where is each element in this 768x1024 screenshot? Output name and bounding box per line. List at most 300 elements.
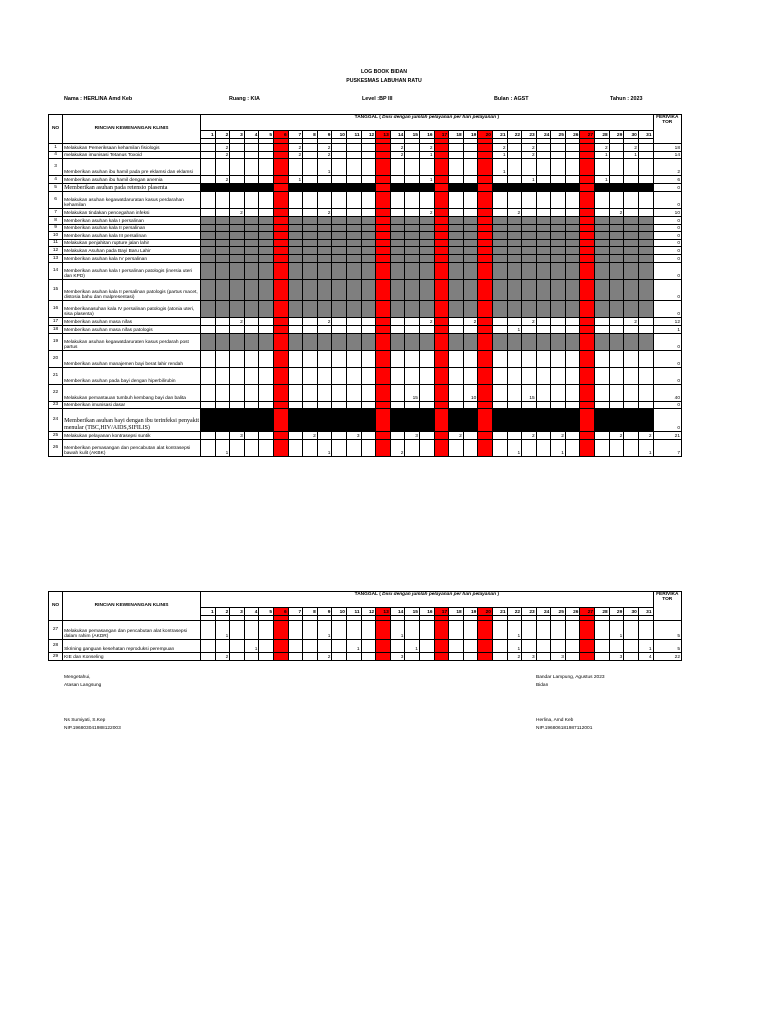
day-cell bbox=[317, 255, 332, 263]
day-cell bbox=[449, 334, 464, 351]
day-cell bbox=[361, 232, 376, 240]
day-number: 15 bbox=[405, 131, 420, 139]
day-cell bbox=[259, 351, 274, 368]
day-cell bbox=[507, 385, 522, 402]
row-description: Melakukan Pemeriksaan kehamilan fisiologis bbox=[63, 144, 201, 152]
row-total: 40 bbox=[653, 385, 681, 402]
row-total: 0 bbox=[653, 280, 681, 301]
day-cell bbox=[215, 402, 230, 409]
day-cell bbox=[595, 432, 610, 440]
day-cell bbox=[405, 225, 420, 232]
day-cell bbox=[317, 385, 332, 402]
day-cell: 1 bbox=[215, 621, 230, 640]
day-number: 1 bbox=[201, 608, 216, 616]
row-total: 0 bbox=[653, 402, 681, 409]
day-cell bbox=[449, 240, 464, 247]
row-no: 17 bbox=[49, 318, 63, 326]
day-number: 30 bbox=[624, 131, 639, 139]
day-cell bbox=[624, 440, 639, 457]
day-cell bbox=[405, 232, 420, 240]
day-cell bbox=[595, 184, 610, 192]
day-cell bbox=[390, 192, 405, 209]
day-cell bbox=[244, 280, 259, 301]
row-no: 20 bbox=[49, 351, 63, 368]
header-tanggal bbox=[201, 592, 653, 608]
header-tanggal-prefix: TANGGAL ( bbox=[354, 592, 383, 597]
day-cell bbox=[361, 263, 376, 280]
day-cell bbox=[449, 653, 464, 661]
day-number: 26 bbox=[565, 131, 580, 139]
day-cell bbox=[346, 318, 361, 326]
day-cell bbox=[536, 318, 551, 326]
day-cell: 1 bbox=[215, 440, 230, 457]
day-cell bbox=[376, 301, 391, 318]
day-cell: 2 bbox=[215, 152, 230, 159]
day-cell bbox=[346, 409, 361, 432]
day-cell bbox=[288, 247, 303, 255]
day-cell bbox=[624, 209, 639, 217]
day-cell bbox=[624, 255, 639, 263]
day-cell bbox=[405, 247, 420, 255]
day-cell: 2 bbox=[419, 318, 434, 326]
row-total: 2 bbox=[653, 159, 681, 176]
row-description: Memberikan asuhan ibu hamil pada pre eklamsi dan eklamsi bbox=[63, 159, 201, 176]
day-cell bbox=[405, 351, 420, 368]
day-cell bbox=[244, 152, 259, 159]
table-row bbox=[49, 351, 682, 368]
day-cell bbox=[201, 621, 216, 640]
day-cell: 1 bbox=[419, 152, 434, 159]
day-cell bbox=[405, 280, 420, 301]
day-cell bbox=[215, 432, 230, 440]
day-cell bbox=[507, 280, 522, 301]
day-cell bbox=[288, 217, 303, 225]
day-cell bbox=[303, 159, 318, 176]
day-cell bbox=[434, 159, 449, 176]
day-cell bbox=[595, 385, 610, 402]
day-cell bbox=[288, 255, 303, 263]
day-cell bbox=[390, 351, 405, 368]
day-cell bbox=[230, 280, 245, 301]
day-cell bbox=[390, 385, 405, 402]
day-cell bbox=[274, 255, 289, 263]
table-row bbox=[49, 225, 682, 232]
day-cell bbox=[492, 409, 507, 432]
day-cell bbox=[580, 318, 595, 326]
day-cell bbox=[346, 144, 361, 152]
day-cell bbox=[332, 621, 347, 640]
day-cell bbox=[201, 209, 216, 217]
day-cell bbox=[259, 240, 274, 247]
day-cell bbox=[536, 159, 551, 176]
row-description: Melakukan tindakan pencegahan infeksi bbox=[63, 209, 201, 217]
day-cell bbox=[332, 209, 347, 217]
day-cell bbox=[215, 209, 230, 217]
day-cell bbox=[565, 351, 580, 368]
day-cell bbox=[595, 334, 610, 351]
day-cell: 1 bbox=[624, 152, 639, 159]
day-cell bbox=[551, 176, 566, 184]
day-cell bbox=[259, 402, 274, 409]
day-cell bbox=[288, 301, 303, 318]
day-cell bbox=[274, 176, 289, 184]
day-cell: 1 bbox=[507, 440, 522, 457]
row-total: 0 bbox=[653, 240, 681, 247]
day-cell bbox=[230, 192, 245, 209]
day-cell bbox=[609, 192, 624, 209]
table-row bbox=[49, 263, 682, 280]
day-cell bbox=[230, 385, 245, 402]
day-cell bbox=[405, 402, 420, 409]
day-cell bbox=[434, 368, 449, 385]
day-cell bbox=[376, 334, 391, 351]
day-cell bbox=[419, 640, 434, 653]
row-description: Memberikan asuhan kala II persalinan bbox=[63, 225, 201, 232]
day-cell bbox=[361, 440, 376, 457]
day-cell bbox=[259, 192, 274, 209]
day-cell bbox=[463, 621, 478, 640]
day-number: 19 bbox=[463, 131, 478, 139]
day-cell: 4 bbox=[638, 653, 653, 661]
day-cell bbox=[332, 640, 347, 653]
day-cell bbox=[376, 280, 391, 301]
day-cell bbox=[536, 263, 551, 280]
day-cell bbox=[478, 432, 493, 440]
day-cell bbox=[390, 240, 405, 247]
day-cell bbox=[259, 621, 274, 640]
day-cell: 3 bbox=[551, 653, 566, 661]
day-cell bbox=[303, 440, 318, 457]
day-cell: 2 bbox=[507, 209, 522, 217]
day-cell bbox=[624, 301, 639, 318]
day-cell bbox=[303, 263, 318, 280]
day-cell bbox=[274, 326, 289, 334]
day-number: 2 bbox=[215, 131, 230, 139]
row-total: 0 bbox=[653, 247, 681, 255]
day-cell bbox=[419, 225, 434, 232]
day-cell bbox=[390, 640, 405, 653]
day-cell bbox=[317, 326, 332, 334]
day-cell bbox=[259, 232, 274, 240]
day-cell bbox=[565, 247, 580, 255]
day-cell bbox=[624, 232, 639, 240]
day-cell bbox=[201, 334, 216, 351]
day-cell bbox=[376, 385, 391, 402]
day-cell bbox=[230, 217, 245, 225]
day-cell: 2 bbox=[449, 432, 464, 440]
day-cell: 1 bbox=[522, 176, 537, 184]
day-cell bbox=[317, 225, 332, 232]
day-cell bbox=[434, 409, 449, 432]
day-cell bbox=[463, 144, 478, 152]
day-cell bbox=[288, 225, 303, 232]
day-cell bbox=[274, 232, 289, 240]
day-cell bbox=[522, 280, 537, 301]
day-cell bbox=[332, 225, 347, 232]
day-cell bbox=[419, 184, 434, 192]
day-cell bbox=[624, 432, 639, 440]
row-description: Memberikan asuhan kala III persalinan bbox=[63, 232, 201, 240]
day-cell bbox=[507, 247, 522, 255]
day-cell bbox=[361, 368, 376, 385]
day-cell bbox=[580, 334, 595, 351]
day-cell bbox=[332, 409, 347, 432]
info-nama: Nama : HERLINA Amd Keb bbox=[64, 96, 133, 102]
day-cell bbox=[595, 640, 610, 653]
day-cell bbox=[201, 318, 216, 326]
row-no: 15 bbox=[49, 280, 63, 301]
day-cell: 1 bbox=[638, 440, 653, 457]
row-description: Melakukan asuhan kegawatdaruraten kasus perdarah post partus bbox=[63, 334, 201, 351]
day-cell bbox=[230, 409, 245, 432]
day-cell bbox=[376, 159, 391, 176]
day-cell bbox=[244, 225, 259, 232]
day-cell bbox=[565, 440, 580, 457]
day-cell bbox=[522, 301, 537, 318]
day-cell bbox=[507, 301, 522, 318]
day-cell bbox=[405, 144, 420, 152]
day-cell bbox=[478, 334, 493, 351]
day-cell bbox=[609, 263, 624, 280]
day-cell bbox=[536, 409, 551, 432]
day-cell bbox=[332, 402, 347, 409]
day-cell bbox=[434, 621, 449, 640]
day-cell: 3 bbox=[609, 653, 624, 661]
day-cell bbox=[244, 409, 259, 432]
day-cell bbox=[565, 144, 580, 152]
row-total: 14 bbox=[653, 152, 681, 159]
day-cell bbox=[522, 159, 537, 176]
day-cell bbox=[303, 368, 318, 385]
day-cell bbox=[507, 351, 522, 368]
day-cell bbox=[536, 640, 551, 653]
day-cell bbox=[463, 351, 478, 368]
day-cell bbox=[376, 240, 391, 247]
day-cell bbox=[638, 409, 653, 432]
signature-left-nip: NIP.196803041988122003 bbox=[64, 726, 121, 731]
day-cell bbox=[507, 144, 522, 152]
day-cell bbox=[332, 368, 347, 385]
day-number: 4 bbox=[244, 131, 259, 139]
day-cell bbox=[361, 409, 376, 432]
day-cell bbox=[405, 184, 420, 192]
table-row bbox=[49, 144, 682, 152]
table-row bbox=[49, 368, 682, 385]
day-cell bbox=[522, 255, 537, 263]
day-cell bbox=[580, 263, 595, 280]
day-cell bbox=[434, 385, 449, 402]
day-cell bbox=[288, 440, 303, 457]
day-cell bbox=[230, 368, 245, 385]
day-cell bbox=[215, 351, 230, 368]
day-cell bbox=[492, 240, 507, 247]
day-cell bbox=[288, 192, 303, 209]
day-cell bbox=[201, 192, 216, 209]
day-cell bbox=[390, 318, 405, 326]
day-cell bbox=[536, 440, 551, 457]
day-cell bbox=[274, 351, 289, 368]
day-number: 27 bbox=[580, 608, 595, 616]
day-number: 5 bbox=[259, 608, 274, 616]
day-cell bbox=[449, 385, 464, 402]
day-cell bbox=[201, 263, 216, 280]
day-cell bbox=[449, 184, 464, 192]
row-no: 27 bbox=[49, 621, 63, 640]
day-cell bbox=[361, 144, 376, 152]
day-cell bbox=[595, 402, 610, 409]
day-cell bbox=[215, 409, 230, 432]
day-cell bbox=[244, 318, 259, 326]
day-cell bbox=[317, 184, 332, 192]
day-number: 3 bbox=[230, 131, 245, 139]
day-cell bbox=[522, 192, 537, 209]
day-cell: 2 bbox=[317, 318, 332, 326]
day-cell bbox=[551, 184, 566, 192]
day-cell bbox=[361, 184, 376, 192]
row-total: 0 bbox=[653, 217, 681, 225]
day-cell bbox=[288, 209, 303, 217]
day-number: 3 bbox=[230, 608, 245, 616]
info-ruang: Ruang : KIA bbox=[229, 96, 260, 102]
day-cell bbox=[346, 351, 361, 368]
day-cell bbox=[551, 263, 566, 280]
day-cell bbox=[230, 144, 245, 152]
day-cell bbox=[522, 240, 537, 247]
day-cell: 3 bbox=[405, 432, 420, 440]
day-cell bbox=[449, 144, 464, 152]
row-no: 5 bbox=[49, 184, 63, 192]
day-cell bbox=[274, 440, 289, 457]
day-cell bbox=[595, 301, 610, 318]
day-cell bbox=[215, 159, 230, 176]
day-cell bbox=[624, 385, 639, 402]
day-cell bbox=[565, 159, 580, 176]
day-cell bbox=[288, 409, 303, 432]
row-no: 1 bbox=[49, 144, 63, 152]
day-cell bbox=[507, 159, 522, 176]
day-number: 4 bbox=[244, 608, 259, 616]
day-cell bbox=[244, 184, 259, 192]
day-cell: 2 bbox=[595, 144, 610, 152]
day-cell bbox=[507, 409, 522, 432]
day-cell bbox=[522, 326, 537, 334]
day-cell bbox=[390, 432, 405, 440]
day-cell bbox=[274, 402, 289, 409]
day-cell bbox=[595, 255, 610, 263]
day-cell bbox=[580, 209, 595, 217]
day-cell bbox=[565, 217, 580, 225]
day-cell bbox=[624, 368, 639, 385]
row-no: 26 bbox=[49, 440, 63, 457]
day-cell bbox=[390, 326, 405, 334]
day-cell bbox=[361, 402, 376, 409]
day-cell bbox=[201, 280, 216, 301]
day-cell bbox=[478, 640, 493, 653]
day-cell bbox=[565, 368, 580, 385]
day-cell bbox=[332, 184, 347, 192]
day-cell bbox=[551, 326, 566, 334]
row-total: 0 bbox=[653, 351, 681, 368]
day-cell bbox=[405, 217, 420, 225]
day-cell bbox=[288, 351, 303, 368]
day-cell bbox=[215, 318, 230, 326]
day-cell bbox=[390, 263, 405, 280]
day-cell bbox=[580, 402, 595, 409]
day-cell bbox=[215, 334, 230, 351]
day-number: 12 bbox=[361, 608, 376, 616]
day-number: 23 bbox=[522, 131, 537, 139]
day-cell bbox=[361, 225, 376, 232]
day-cell bbox=[551, 217, 566, 225]
day-cell bbox=[332, 432, 347, 440]
day-cell bbox=[317, 402, 332, 409]
day-cell bbox=[522, 263, 537, 280]
day-cell bbox=[434, 280, 449, 301]
day-cell bbox=[230, 152, 245, 159]
day-cell bbox=[551, 209, 566, 217]
day-cell bbox=[492, 326, 507, 334]
day-cell bbox=[609, 409, 624, 432]
day-cell: 2 bbox=[609, 432, 624, 440]
row-description: Memberikan imunisasi dasar bbox=[63, 402, 201, 409]
day-cell bbox=[317, 280, 332, 301]
day-cell bbox=[551, 225, 566, 232]
table-row bbox=[49, 217, 682, 225]
day-cell bbox=[638, 621, 653, 640]
header-rincian: RINCIAN KEWENANGAN KLINIS bbox=[63, 592, 201, 621]
day-cell bbox=[609, 217, 624, 225]
row-description: Melakukan pelayanan kontrasepsi suntik bbox=[63, 432, 201, 440]
day-cell bbox=[346, 255, 361, 263]
signature-right-name-block bbox=[536, 717, 592, 733]
table-row bbox=[49, 192, 682, 209]
day-cell bbox=[244, 209, 259, 217]
day-cell: 2 bbox=[522, 152, 537, 159]
day-cell bbox=[376, 209, 391, 217]
day-cell bbox=[317, 409, 332, 432]
day-cell bbox=[361, 255, 376, 263]
row-description: Melakukan pemantauan tumbuh kembang bayi dan balita bbox=[63, 385, 201, 402]
day-cell bbox=[361, 351, 376, 368]
day-cell bbox=[405, 209, 420, 217]
day-cell bbox=[215, 301, 230, 318]
row-total: 0 bbox=[653, 368, 681, 385]
day-cell bbox=[536, 653, 551, 661]
day-cell bbox=[419, 334, 434, 351]
day-cell bbox=[595, 653, 610, 661]
day-cell bbox=[230, 176, 245, 184]
day-cell bbox=[624, 640, 639, 653]
day-cell bbox=[507, 263, 522, 280]
day-number: 30 bbox=[624, 608, 639, 616]
day-cell bbox=[390, 232, 405, 240]
day-cell bbox=[244, 240, 259, 247]
day-cell bbox=[259, 432, 274, 440]
day-cell bbox=[317, 192, 332, 209]
day-cell bbox=[405, 255, 420, 263]
day-cell bbox=[609, 232, 624, 240]
day-cell bbox=[376, 432, 391, 440]
day-cell bbox=[259, 440, 274, 457]
day-number: 8 bbox=[303, 131, 318, 139]
header-tanggal-suffix: ) bbox=[496, 115, 499, 120]
row-no: 12 bbox=[49, 247, 63, 255]
day-cell bbox=[595, 217, 610, 225]
day-cell bbox=[303, 152, 318, 159]
day-cell bbox=[230, 334, 245, 351]
day-cell bbox=[580, 640, 595, 653]
day-cell bbox=[624, 184, 639, 192]
